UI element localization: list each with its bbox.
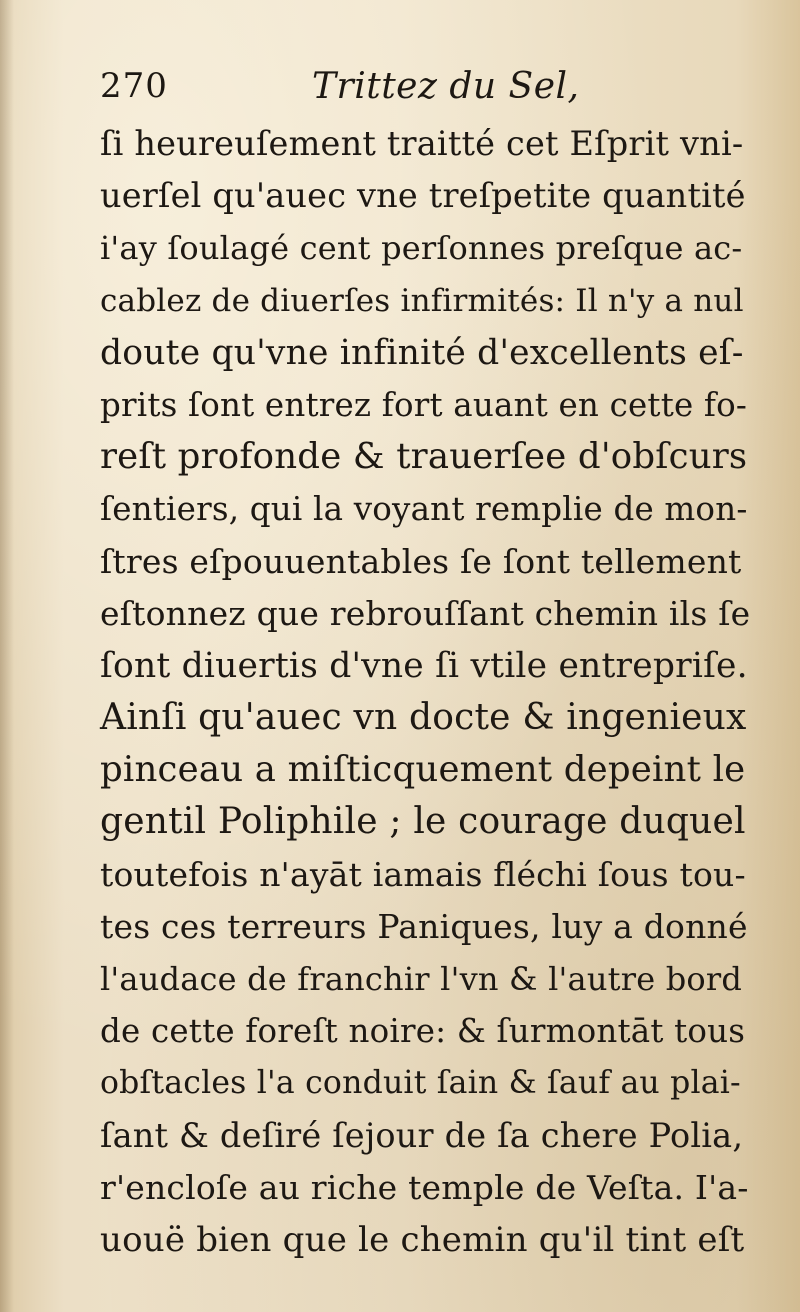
text-line: prits ſont entrez fort auant en cette fo- [100, 385, 748, 424]
text-line: ſentiers, qui la voyant remplie de mon- [100, 490, 748, 529]
text-line: pinceau a miſticquement depeint le [100, 749, 746, 791]
body-text [100, 118, 750, 1266]
text-line: gentil Poliphile ; le courage duquel [100, 801, 746, 843]
text-line: ſont diuertis d'vne ſi vtile entrepriſe. [100, 645, 748, 686]
text-line: cablez de diuerſes infirmités: Il n'y a nul [100, 282, 744, 319]
page-number: 270 [100, 66, 168, 106]
text-line: reſt profonde & trauerſee d'obſcurs [100, 436, 748, 478]
text-line: ſi heureuſement traitté cet Eſprit vni- [100, 124, 744, 163]
text-line: l'audace de franchir l'vn & l'autre bord [100, 960, 743, 998]
text-line: uerſel qu'auec vne treſpetite quantité [100, 176, 746, 216]
text-line: ſtres eſpouuentables ſe ſont tellement [100, 541, 742, 581]
text-line: r'encloſe au riche temple de Veſta. I'a- [100, 1167, 749, 1207]
text-line: tes ces terreurs Paniques, luy a donné [100, 906, 748, 946]
page-edge-shadow [0, 0, 14, 1312]
text-line: toutefois n'ayāt iamais fléchi ſous tou- [100, 854, 746, 894]
text-line: i'ay ſoulagé cent perſonnes preſque ac- [100, 229, 743, 268]
text-line: Ainſi qu'auec vn docte & ingenieux [100, 697, 747, 739]
running-title: Trittez du Sel, [312, 66, 580, 107]
text-line: de cette foreſt noire: & ſurmontāt tous [100, 1012, 746, 1051]
page-header [100, 66, 740, 116]
text-line: doute qu'vne infinité d'excellents eſ- [100, 332, 744, 373]
text-line: uouë bien que le chemin qu'il tint eſt [100, 1219, 745, 1260]
text-line: ſant & deſiré ſejour de ſa chere Polia, [100, 1115, 744, 1155]
text-line: obſtacles l'a conduit ſain & ſauf au plai- [100, 1065, 741, 1102]
text-line: eſtonnez que rebrouſſant chemin ils ſe [100, 593, 751, 633]
